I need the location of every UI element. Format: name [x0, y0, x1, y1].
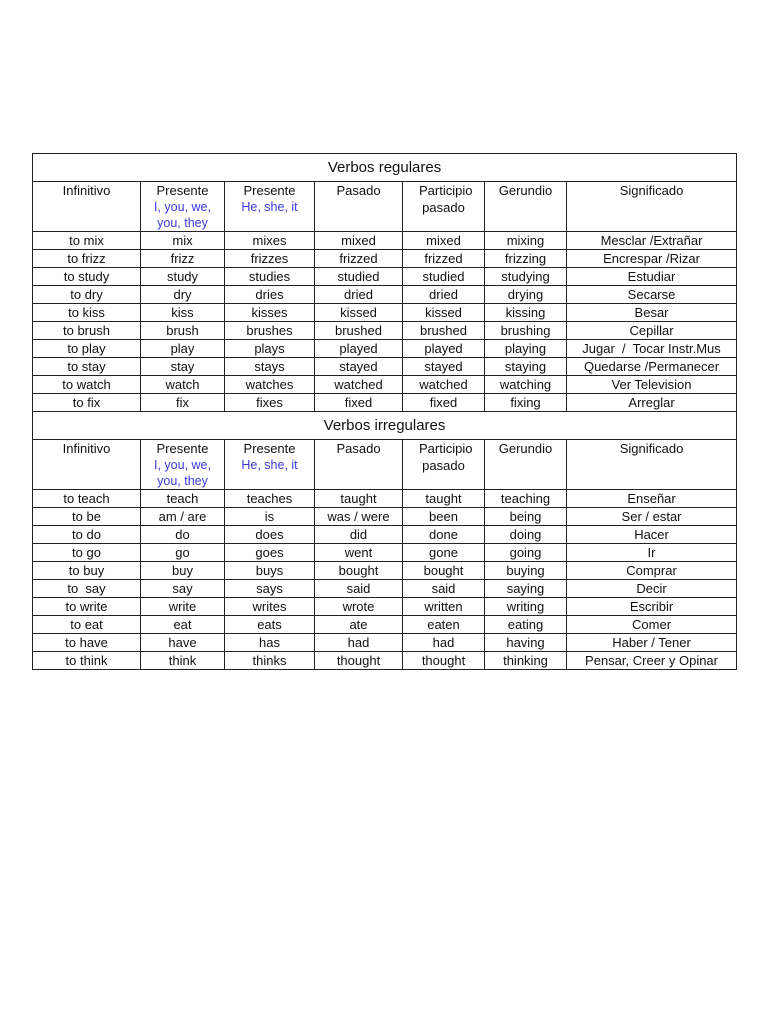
cell-infinitivo: to mix [33, 232, 141, 250]
cell-gerundio: kissing [485, 304, 567, 322]
cell-infinitivo: to think [33, 652, 141, 670]
cell-significado: Haber / Tener [567, 634, 737, 652]
cell-presente-3ps: thinks [225, 652, 315, 670]
cell-pasado: stayed [315, 358, 403, 376]
cell-presente: play [141, 340, 225, 358]
cell-pasado: went [315, 544, 403, 562]
cell-presente: have [141, 634, 225, 652]
cell-presente-3ps: eats [225, 616, 315, 634]
cell-gerundio: buying [485, 562, 567, 580]
header-presente-plural-pronouns: I, you, we, you, they [154, 200, 211, 230]
cell-gerundio: going [485, 544, 567, 562]
verbs-table-body [33, 154, 737, 670]
cell-presente: mix [141, 232, 225, 250]
cell-pasado: brushed [315, 322, 403, 340]
cell-pasado: did [315, 526, 403, 544]
header-gerundio [485, 440, 567, 490]
cell-significado: Ir [567, 544, 737, 562]
verb-row [33, 616, 737, 634]
cell-participio: kissed [403, 304, 485, 322]
cell-infinitivo: to brush [33, 322, 141, 340]
verb-row [33, 508, 737, 526]
cell-participio: frizzed [403, 250, 485, 268]
cell-significado: Ser / estar [567, 508, 737, 526]
verb-row [33, 562, 737, 580]
cell-gerundio: mixing [485, 232, 567, 250]
cell-presente-3ps: buys [225, 562, 315, 580]
cell-gerundio: thinking [485, 652, 567, 670]
verb-row [33, 544, 737, 562]
verb-row [33, 526, 737, 544]
cell-presente: am / are [141, 508, 225, 526]
cell-pasado: ate [315, 616, 403, 634]
cell-presente: frizz [141, 250, 225, 268]
cell-participio: been [403, 508, 485, 526]
header-participio [403, 440, 485, 490]
cell-presente-3ps: has [225, 634, 315, 652]
cell-gerundio: eating [485, 616, 567, 634]
cell-participio: eaten [403, 616, 485, 634]
cell-infinitivo: to study [33, 268, 141, 286]
verb-row [33, 322, 737, 340]
cell-infinitivo: to teach [33, 490, 141, 508]
cell-significado: Enseñar [567, 490, 737, 508]
cell-pasado: kissed [315, 304, 403, 322]
cell-participio: mixed [403, 232, 485, 250]
cell-presente: say [141, 580, 225, 598]
header-presente-singular [225, 440, 315, 490]
verb-row [33, 286, 737, 304]
header-significado-label: Significado [619, 183, 684, 198]
cell-presente-3ps: is [225, 508, 315, 526]
cell-participio: stayed [403, 358, 485, 376]
header-presente-singular-label: Presente [243, 441, 296, 456]
cell-presente-3ps: brushes [225, 322, 315, 340]
cell-presente-3ps: fixes [225, 394, 315, 412]
cell-presente-3ps: frizzes [225, 250, 315, 268]
cell-pasado: mixed [315, 232, 403, 250]
cell-gerundio: having [485, 634, 567, 652]
cell-presente-3ps: studies [225, 268, 315, 286]
verb-row [33, 304, 737, 322]
verb-row [33, 232, 737, 250]
header-infinitivo [33, 440, 141, 490]
cell-pasado: taught [315, 490, 403, 508]
cell-presente-3ps: writes [225, 598, 315, 616]
cell-presente: teach [141, 490, 225, 508]
cell-participio: studied [403, 268, 485, 286]
cell-participio: played [403, 340, 485, 358]
cell-presente: fix [141, 394, 225, 412]
cell-pasado: said [315, 580, 403, 598]
cell-gerundio: teaching [485, 490, 567, 508]
cell-presente-3ps: goes [225, 544, 315, 562]
cell-presente: think [141, 652, 225, 670]
cell-presente: brush [141, 322, 225, 340]
cell-presente: write [141, 598, 225, 616]
header-presente-singular [225, 182, 315, 232]
cell-pasado: frizzed [315, 250, 403, 268]
cell-presente: eat [141, 616, 225, 634]
cell-presente-3ps: kisses [225, 304, 315, 322]
cell-presente: watch [141, 376, 225, 394]
cell-participio: had [403, 634, 485, 652]
cell-pasado: played [315, 340, 403, 358]
cell-gerundio: being [485, 508, 567, 526]
cell-presente-3ps: plays [225, 340, 315, 358]
header-presente-singular-pronouns: He, she, it [241, 458, 298, 472]
cell-participio: thought [403, 652, 485, 670]
section-title: Verbos regulares [33, 154, 737, 182]
cell-gerundio: playing [485, 340, 567, 358]
cell-presente: stay [141, 358, 225, 376]
section-title-row [33, 154, 737, 182]
verb-row [33, 268, 737, 286]
cell-significado: Pensar, Creer y Opinar [567, 652, 737, 670]
verb-row [33, 490, 737, 508]
verb-row [33, 580, 737, 598]
cell-significado: Arreglar [567, 394, 737, 412]
cell-significado: Besar [567, 304, 737, 322]
cell-presente: dry [141, 286, 225, 304]
verb-row [33, 358, 737, 376]
cell-infinitivo: to go [33, 544, 141, 562]
header-row [33, 440, 737, 490]
cell-participio: done [403, 526, 485, 544]
header-pasado-label: Pasado [336, 441, 381, 456]
cell-participio: written [403, 598, 485, 616]
verbs-table [32, 153, 737, 670]
header-participio-label: Participio pasado [419, 441, 473, 473]
cell-pasado: studied [315, 268, 403, 286]
cell-significado: Hacer [567, 526, 737, 544]
header-presente-plural [141, 440, 225, 490]
cell-significado: Quedarse /Permanecer [567, 358, 737, 376]
cell-participio: dried [403, 286, 485, 304]
cell-significado: Escribir [567, 598, 737, 616]
cell-participio: watched [403, 376, 485, 394]
cell-gerundio: fixing [485, 394, 567, 412]
header-presente-plural-pronouns: I, you, we, you, they [154, 458, 211, 488]
cell-infinitivo: to have [33, 634, 141, 652]
cell-gerundio: writing [485, 598, 567, 616]
cell-gerundio: brushing [485, 322, 567, 340]
verb-row [33, 598, 737, 616]
cell-gerundio: watching [485, 376, 567, 394]
cell-pasado: had [315, 634, 403, 652]
cell-gerundio: frizzing [485, 250, 567, 268]
cell-significado: Jugar / Tocar Instr.Mus [567, 340, 737, 358]
header-participio [403, 182, 485, 232]
cell-presente: buy [141, 562, 225, 580]
cell-presente-3ps: watches [225, 376, 315, 394]
header-presente-singular-pronouns: He, she, it [241, 200, 298, 214]
header-infinitivo [33, 182, 141, 232]
cell-infinitivo: to write [33, 598, 141, 616]
header-pasado-label: Pasado [336, 183, 381, 198]
cell-infinitivo: to kiss [33, 304, 141, 322]
cell-participio: taught [403, 490, 485, 508]
cell-infinitivo: to do [33, 526, 141, 544]
cell-presente-3ps: mixes [225, 232, 315, 250]
cell-significado: Mesclar /Extrañar [567, 232, 737, 250]
cell-infinitivo: to say [33, 580, 141, 598]
cell-presente-3ps: does [225, 526, 315, 544]
cell-infinitivo: to watch [33, 376, 141, 394]
header-presente-plural [141, 182, 225, 232]
cell-gerundio: studying [485, 268, 567, 286]
cell-pasado: watched [315, 376, 403, 394]
section-title: Verbos irregulares [33, 412, 737, 440]
header-pasado [315, 440, 403, 490]
cell-pasado: bought [315, 562, 403, 580]
cell-infinitivo: to frizz [33, 250, 141, 268]
cell-significado: Estudiar [567, 268, 737, 286]
cell-presente-3ps: teaches [225, 490, 315, 508]
cell-infinitivo: to dry [33, 286, 141, 304]
cell-pasado: dried [315, 286, 403, 304]
cell-pasado: was / were [315, 508, 403, 526]
header-presente-plural-label: Presente [156, 183, 209, 198]
header-gerundio-label: Gerundio [498, 183, 553, 198]
cell-presente-3ps: dries [225, 286, 315, 304]
cell-significado: Comprar [567, 562, 737, 580]
cell-participio: fixed [403, 394, 485, 412]
header-participio-label: Participio pasado [419, 183, 473, 215]
cell-significado: Ver Television [567, 376, 737, 394]
verb-row [33, 250, 737, 268]
cell-participio: bought [403, 562, 485, 580]
header-gerundio-label: Gerundio [498, 441, 553, 456]
header-significado-label: Significado [619, 441, 684, 456]
verb-row [33, 340, 737, 358]
header-infinitivo-label: Infinitivo [62, 183, 111, 198]
header-row [33, 182, 737, 232]
cell-presente: go [141, 544, 225, 562]
cell-infinitivo: to stay [33, 358, 141, 376]
cell-presente: study [141, 268, 225, 286]
cell-infinitivo: to play [33, 340, 141, 358]
cell-gerundio: staying [485, 358, 567, 376]
cell-presente: kiss [141, 304, 225, 322]
cell-significado: Cepillar [567, 322, 737, 340]
verb-row [33, 394, 737, 412]
verb-row [33, 376, 737, 394]
cell-significado: Comer [567, 616, 737, 634]
header-infinitivo-label: Infinitivo [62, 441, 111, 456]
cell-gerundio: drying [485, 286, 567, 304]
cell-presente-3ps: says [225, 580, 315, 598]
header-presente-singular-label: Presente [243, 183, 296, 198]
header-pasado [315, 182, 403, 232]
cell-pasado: wrote [315, 598, 403, 616]
section-title-row [33, 412, 737, 440]
cell-significado: Encrespar /Rizar [567, 250, 737, 268]
header-significado [567, 182, 737, 232]
cell-gerundio: saying [485, 580, 567, 598]
cell-pasado: fixed [315, 394, 403, 412]
cell-infinitivo: to be [33, 508, 141, 526]
cell-infinitivo: to buy [33, 562, 141, 580]
cell-participio: gone [403, 544, 485, 562]
cell-pasado: thought [315, 652, 403, 670]
header-presente-plural-label: Presente [156, 441, 209, 456]
cell-gerundio: doing [485, 526, 567, 544]
cell-infinitivo: to fix [33, 394, 141, 412]
cell-participio: said [403, 580, 485, 598]
header-gerundio [485, 182, 567, 232]
cell-significado: Decir [567, 580, 737, 598]
verb-row [33, 652, 737, 670]
cell-presente: do [141, 526, 225, 544]
cell-significado: Secarse [567, 286, 737, 304]
cell-infinitivo: to eat [33, 616, 141, 634]
cell-presente-3ps: stays [225, 358, 315, 376]
header-significado [567, 440, 737, 490]
cell-participio: brushed [403, 322, 485, 340]
verb-row [33, 634, 737, 652]
